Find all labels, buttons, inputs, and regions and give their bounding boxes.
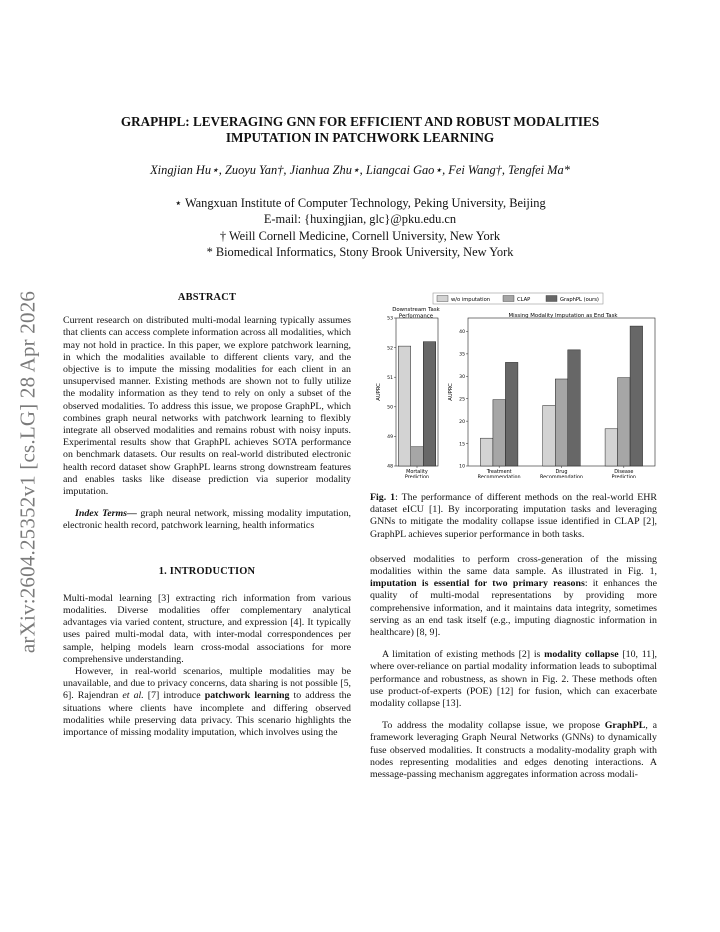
arxiv-stamp: [8, 262, 48, 682]
intro-paragraph-2: [63, 666, 351, 739]
y-tick-label: 48: [387, 464, 393, 470]
right-p2-part-b: [10, 11], where over-reliance on partial modality information leads to suboptimal performance and robustness, as shown in Fig. 2. These methods often use product-of-experts (POE) [12] for fusion, which can exacerbate modality collapse [13].: [370, 649, 657, 710]
y-tick-label: 30: [459, 375, 465, 381]
bar: [543, 405, 556, 466]
legend: [433, 293, 603, 304]
legend-swatch-graphpl: [546, 296, 557, 302]
bar: [605, 429, 618, 466]
y-tick-label: 52: [387, 346, 393, 352]
y-tick-label: 51: [387, 375, 393, 381]
y-tick-label: 20: [459, 419, 465, 425]
x-tick-label: Recommendation: [477, 474, 521, 478]
x-tick-label: Treatment: [486, 469, 512, 475]
y-tick-label: 53: [387, 316, 393, 322]
bar: [411, 447, 424, 466]
title-line-2: IMPUTATION IN PATCHWORK LEARNING: [225, 129, 495, 145]
y-tick-label: 50: [387, 405, 393, 411]
paper-title: [80, 114, 640, 145]
y-tick-label: 49: [387, 435, 393, 441]
legend-label-wo: w/o imputation: [451, 297, 491, 303]
bar: [505, 362, 518, 466]
bar: [630, 326, 643, 466]
right-paragraph-1: [370, 554, 657, 639]
y-tick-label: 35: [459, 352, 465, 358]
chart2-title: Missing Modality Imputation as End Task: [508, 313, 618, 319]
y-tick-label: 40: [459, 330, 465, 336]
chart-imputation: [448, 318, 655, 478]
intro-p2-part-c: to address the situations where clients have incomplete and differing observed modalities while preserving data privacy. This scenario highlights the importance of missing modality imputation, which involves using the: [63, 690, 351, 739]
affiliation-email: E-mail: {huxingjian, glc}@pku.edu.cn: [263, 212, 457, 227]
left-column: [63, 292, 351, 739]
bar: [568, 350, 581, 466]
bar: [555, 379, 568, 466]
chart1-title-line2: Performance: [398, 313, 434, 320]
affiliation-3: * Biomedical Informatics, Stony Brook University, New York: [206, 245, 514, 260]
bar: [618, 378, 631, 466]
x-tick-label: Drug: [555, 469, 568, 475]
intro-p2-bold: patchwork learning: [204, 690, 290, 702]
authors: Xingjian Hu⋆, Zuoyu Yan†, Jianhua Zhu⋆, Liangcai Gao⋆, Fei Wang†, Tengfei Ma*: [150, 163, 570, 177]
figure-1: [368, 288, 658, 478]
abstract-heading: ABSTRACT: [177, 292, 237, 303]
arxiv-stamp-text: arXiv:2604.25352v1 [cs.LG] 28 Apr 2026: [15, 290, 40, 654]
legend-swatch-clap: [503, 296, 514, 302]
right-p1-bold: imputation is essential for two primary reasons: [370, 578, 585, 590]
right-paragraph-2: [370, 649, 657, 710]
intro-paragraph-1: Multi-modal learning [3] extracting rich information from various modalities. Diverse modalities offer complementary analytical advantages via varied content, structure, and expression [4]. It typically uses paired multi-modal data, with inter-modal correspondences per sample, helping models learn cross-modal associations for more comprehensive understanding.: [63, 592, 351, 665]
y-axis-label: AUPRC: [376, 383, 382, 401]
figure-caption-text: : The performance of different methods on the real-world EHR dataset eICU [1]. By incorporating imputation tasks and leveraging GNNs to mitigate the modality collapse issue identified in CLAP [2], GraphPL achieves superior performance in both tasks.: [370, 492, 657, 540]
chart-downstream: [376, 313, 438, 478]
right-column: [370, 492, 657, 781]
x-tick-label: Recommendation: [540, 474, 583, 478]
chart1-title-line1: Downstream Task: [392, 307, 440, 313]
right-p1-part-b: : it enhances the quality of multi-modal representations by providing more comprehensive information, and it maintains data integrity, sometimes serving as an end task itself (e.g., imputing diagnostic information in healthcare) [8, 9].: [370, 578, 657, 639]
index-terms: [63, 508, 351, 532]
y-tick-label: 15: [459, 442, 465, 448]
legend-label-clap: CLAP: [517, 297, 531, 303]
figure-caption-label: Fig. 1: [370, 492, 396, 503]
bar: [398, 346, 411, 466]
right-p3-part-a: To address the modality collapse issue, we propose: [382, 720, 605, 732]
title-line-1: GRAPHPL: LEVERAGING GNN FOR EFFICIENT AND ROBUST MODALITIES: [120, 114, 600, 129]
x-tick-label: Mortality: [406, 469, 428, 475]
right-p2-part-a: A limitation of existing methods [2] is: [382, 649, 545, 661]
bar: [480, 438, 493, 466]
legend-swatch-wo: [437, 296, 448, 302]
intro-p2-etal: et al.: [122, 690, 144, 702]
right-p1-part-a: observed modalities to perform cross-generation of the missing modalities within the same data sample. As illustrated in Fig. 1,: [370, 553, 657, 578]
right-p2-bold: modality collapse: [544, 649, 619, 661]
affiliation-1: ⋆ Wangxuan Institute of Computer Technology, Peking University, Beijing: [174, 196, 546, 210]
index-terms-text: graph neural network, missing modality imputation, electronic health record, patchwork learning, health informatics: [63, 508, 351, 532]
right-p3-bold: GraphPL: [604, 720, 646, 732]
intro-heading: 1. INTRODUCTION: [158, 565, 256, 577]
y-tick-label: 10: [459, 464, 465, 470]
y-tick-label: 25: [459, 397, 465, 403]
x-tick-label: Prediction: [611, 474, 636, 478]
right-paragraph-3: [370, 720, 657, 781]
x-tick-label: Prediction: [404, 474, 430, 478]
affiliations: [80, 195, 640, 261]
right-p3-part-b: , a framework leveraging Graph Neural Networks (GNNs) to dynamically fuse observed modalities. It constructs a modality-modality graph with nodes representing modalities and edges denoting interactions. A message-passing mechanism aggregates information across modali-: [370, 720, 658, 781]
bar: [493, 400, 506, 466]
affiliation-2: † Weill Cornell Medicine, Cornell University, New York: [219, 228, 501, 243]
abstract-text: Current research on distributed multi-modal learning typically assumes that clients can access complete information across all modalities, which may not hold in practice. In this paper, we explore patchwork learning, in which the modalities available to different clients vary, and the objective is to impute the missing modalities for each client in an unsupervised manner. Existing methods are shown not to fully utilize the modality information as they tend to rely on only a subset of the observed modalities. To address this issue, we propose GraphPL, which combines graph neural networks with patchwork learning to flexibly integrate all observed modalities and remains robust with noisy inputs. Experimental results show that GraphPL achieves SOTA performance on benchmark datasets. Our results on real-world distributed electronic health record dataset show GraphPL learns strong downstream features and enables tasks like disease prediction via superior modality imputation.: [63, 315, 351, 498]
index-terms-label: Index Terms—: [75, 508, 137, 520]
intro-p2-part-b: [7] introduce: [143, 690, 205, 702]
y-axis-label: AUPRC: [448, 383, 454, 401]
figure-caption: [370, 492, 657, 541]
intro-p2-part-a: However, in real-world scenarios, multiple modalities may be unavailable, and due to privacy concerns, data sharing is not possible [5, 6]. Rajendran: [63, 666, 351, 702]
legend-label-graphpl: GraphPL (ours): [560, 297, 599, 303]
x-tick-label: Disease: [614, 469, 634, 475]
bar: [423, 342, 436, 466]
